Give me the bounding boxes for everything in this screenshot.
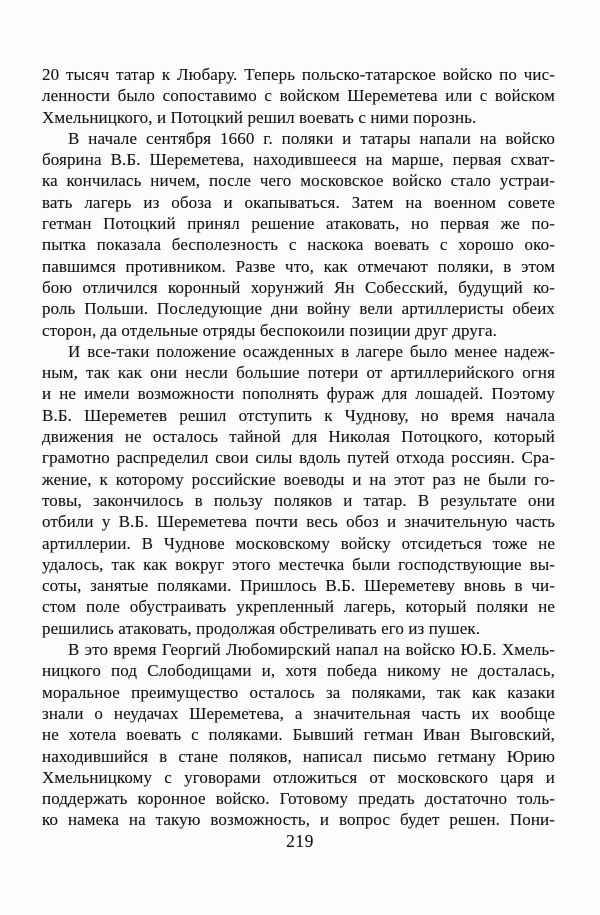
text-line: находившийся в стане поляков, написал письмо гетману Юрию — [42, 746, 555, 766]
text-line: ницкого под Слободищами и, хотя победа никому не досталась, — [42, 661, 555, 681]
text-line: ко намека на такую возможность, и вопрос будет решен. Пони- — [42, 810, 555, 830]
text-line: вать лагерь из обоза и окапываться. Затем на военном совете — [42, 192, 555, 212]
text-line: товы, закончилось в пользу поляков и татар. В результате они — [42, 490, 555, 510]
text-line: удалось, так как вокруг этого местечка были господствующие вы- — [42, 554, 555, 574]
text-line: поддержать коронное войско. Готовому предать достаточно толь- — [42, 789, 555, 809]
text-line: сторон, да отдельные отряды беспокоили позиции друг друга. — [42, 320, 498, 340]
text-line: движения не осталось тайной для Николая Потоцкого, который — [42, 427, 555, 447]
text-line: гетман Потоцкий принял решение атаковать, но первая же по- — [42, 214, 555, 234]
text-line: 20 тысяч татар к Любару. Теперь польско-татарское войско по чис- — [42, 65, 555, 84]
page-number: 219 — [286, 831, 314, 851]
text-line: стом поле обустраивать укрепленный лагерь, который поляки не — [42, 597, 555, 617]
text-line: В это время Георгий Любомирский напал на войско Ю.Б. Хмель- — [68, 640, 555, 660]
text-line: решились атаковать, продолжая обстреливать его из пушек. — [42, 618, 481, 638]
text-line: соты, занятые поляками. Пришлось В.Б. Шереметеву вновь в чи- — [42, 576, 555, 596]
text-line: ным, так как они несли большие потери от артиллерийского огня — [42, 363, 555, 383]
text-line: и не имели возможности пополнять фураж для лошадей. Поэтому — [42, 384, 555, 404]
text-line: И все-таки положение осажденных в лагере было менее надеж- — [68, 341, 555, 361]
text-line: отбили у В.Б. Шереметева почти весь обоз и значительную часть — [42, 512, 555, 532]
text-line: Хмельницкого, и Потоцкий решил воевать с ними порознь. — [42, 107, 477, 127]
page-body — [42, 64, 555, 831]
text-line: Хмельницкому с уговорами отложиться от московского царя и — [42, 767, 555, 787]
text-line: ленности было сопоставимо с войском Шереметева или с войском — [42, 86, 555, 106]
text-line: артиллерии. В Чуднове московскому войску отсидеться тоже не — [42, 533, 555, 553]
text-line: павшимся противником. Разве что, как отмечают поляки, в этом — [42, 256, 555, 276]
text-line: В начале сентября 1660 г. поляки и татары напали на войско — [68, 128, 555, 148]
text-line: знали о неудачах Шереметева, а значительная часть их вообще — [42, 703, 555, 723]
text-line: пытка показала бесполезность с наскока воевать с хорошо око- — [42, 235, 555, 255]
text-line: не хотела воевать с поляками. Бывший гетман Иван Выговский, — [42, 725, 555, 745]
text-line: бою отличился коронный хорунжий Ян Собесский, будущий ко- — [42, 277, 555, 297]
text-line: жение, к которому российские воеводы и на этот раз не были го- — [42, 469, 555, 489]
text-line: грамотно распределил свои силы вдоль путей отхода россиян. Сра- — [42, 448, 555, 468]
text-line: боярина В.Б. Шереметева, находившееся на марше, первая схват- — [42, 150, 555, 170]
text-line: роль Польши. Последующие дни войну вели артиллеристы обеих — [42, 299, 555, 319]
text-line: моральное преимущество осталось за поляками, так как казаки — [42, 682, 555, 702]
text-line: ка кончилась ничем, после чего московское войско стало устраи- — [42, 171, 555, 191]
text-line: В.Б. Шереметев решил отступить к Чуднову, но время начала — [42, 405, 555, 425]
